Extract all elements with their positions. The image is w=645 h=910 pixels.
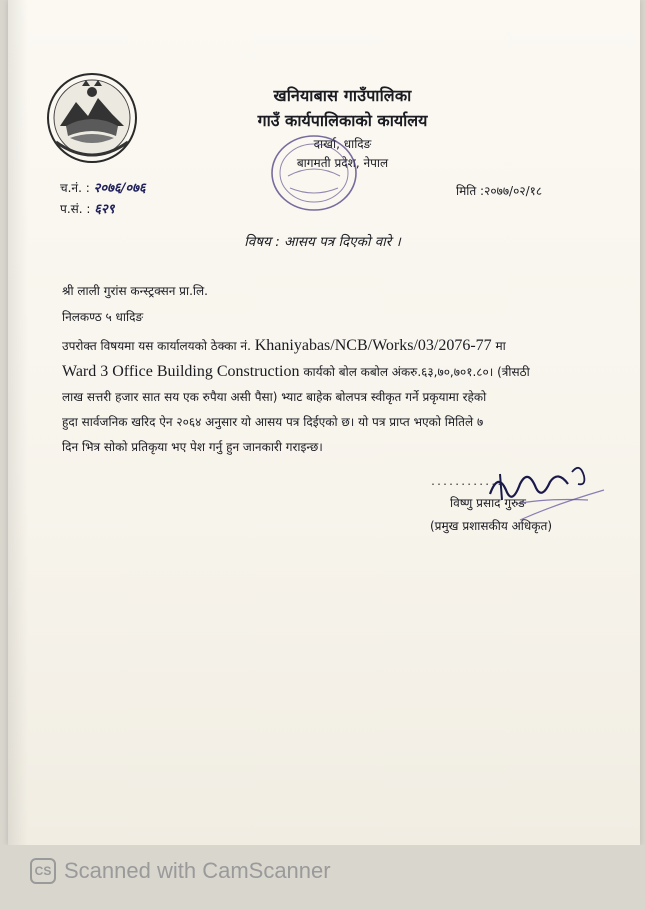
body-line-1-pre: उपरोक्त विषयमा यस कार्यालयको ठेक्का नं.: [62, 339, 251, 353]
date-label: मिति :: [456, 184, 485, 198]
project-name: Ward 3 Office Building Construction: [62, 363, 300, 380]
chalani-label: च.नं. :: [60, 181, 90, 195]
addressee-address: निलकण्ठ ५ धादिङ: [62, 310, 144, 324]
body-line-4: हुदा सार्वजनिक खरिद ऐन २०६४ अनुसार यो आसय पत्र दिईएको छ। यो पत्र प्राप्त भएको मितिले ७: [62, 415, 484, 429]
contract-number: Khaniyabas/NCB/Works/03/2076-77: [254, 337, 492, 354]
signatory-name: विष्णु प्रसाद गुरुङ: [450, 496, 526, 510]
office-name: गाउँ कार्यपालिकाको कार्यालय: [257, 111, 428, 130]
body-line-2: [62, 359, 588, 385]
patra-number-row: [60, 199, 146, 220]
addressee-block: [62, 278, 208, 330]
camscanner-logo-icon: CS: [30, 858, 56, 884]
letter-date: [456, 182, 542, 199]
letter-body: [62, 333, 588, 460]
office-province: बागमती प्रदेश, नेपाल: [296, 156, 389, 170]
body-line-1: [62, 333, 588, 359]
org-name: खनियाबास गाउँपालिका: [273, 86, 412, 105]
patra-label: प.सं. :: [60, 202, 91, 216]
letter-subject: विषय : आसय पत्र दिएको वारे ।: [244, 234, 401, 250]
chalani-value: २०७६/०७६: [93, 181, 146, 196]
signature-line: ............: [430, 477, 503, 488]
camscanner-watermark: Scanned with CamScanner: [64, 858, 331, 883]
body-line-5: दिन भित्र सोको प्रतिकृया भए पेश गर्नु हुन जानकारी गराइन्छ।: [62, 440, 323, 454]
reference-block: [60, 178, 146, 220]
addressee-name: श्री लाली गुरांस कन्स्ट्रक्सन प्रा.लि.: [62, 284, 208, 298]
date-value: २०७७/०२/१८: [484, 184, 543, 198]
body-line-1-post: मा: [495, 339, 506, 353]
chalani-number-row: [60, 178, 146, 199]
body-line-2-post: कार्यको बोल कबोल अंकरु.६३,७०,७०१.८०। (त्रीसठी: [303, 365, 530, 379]
signatory-title: (प्रमुख प्रशासकीय अधिकृत): [430, 519, 553, 533]
office-seal-icon: [268, 132, 360, 214]
body-line-3: लाख सत्तरी हजार सात सय एक रुपैया असी पैसा) भ्याट बाहेक बोलपत्र स्वीकृत गर्ने प्रकृयामा रहेको: [62, 390, 487, 404]
office-location: दार्खा, धादिङ: [313, 137, 372, 151]
patra-value: ६२९: [94, 202, 115, 217]
